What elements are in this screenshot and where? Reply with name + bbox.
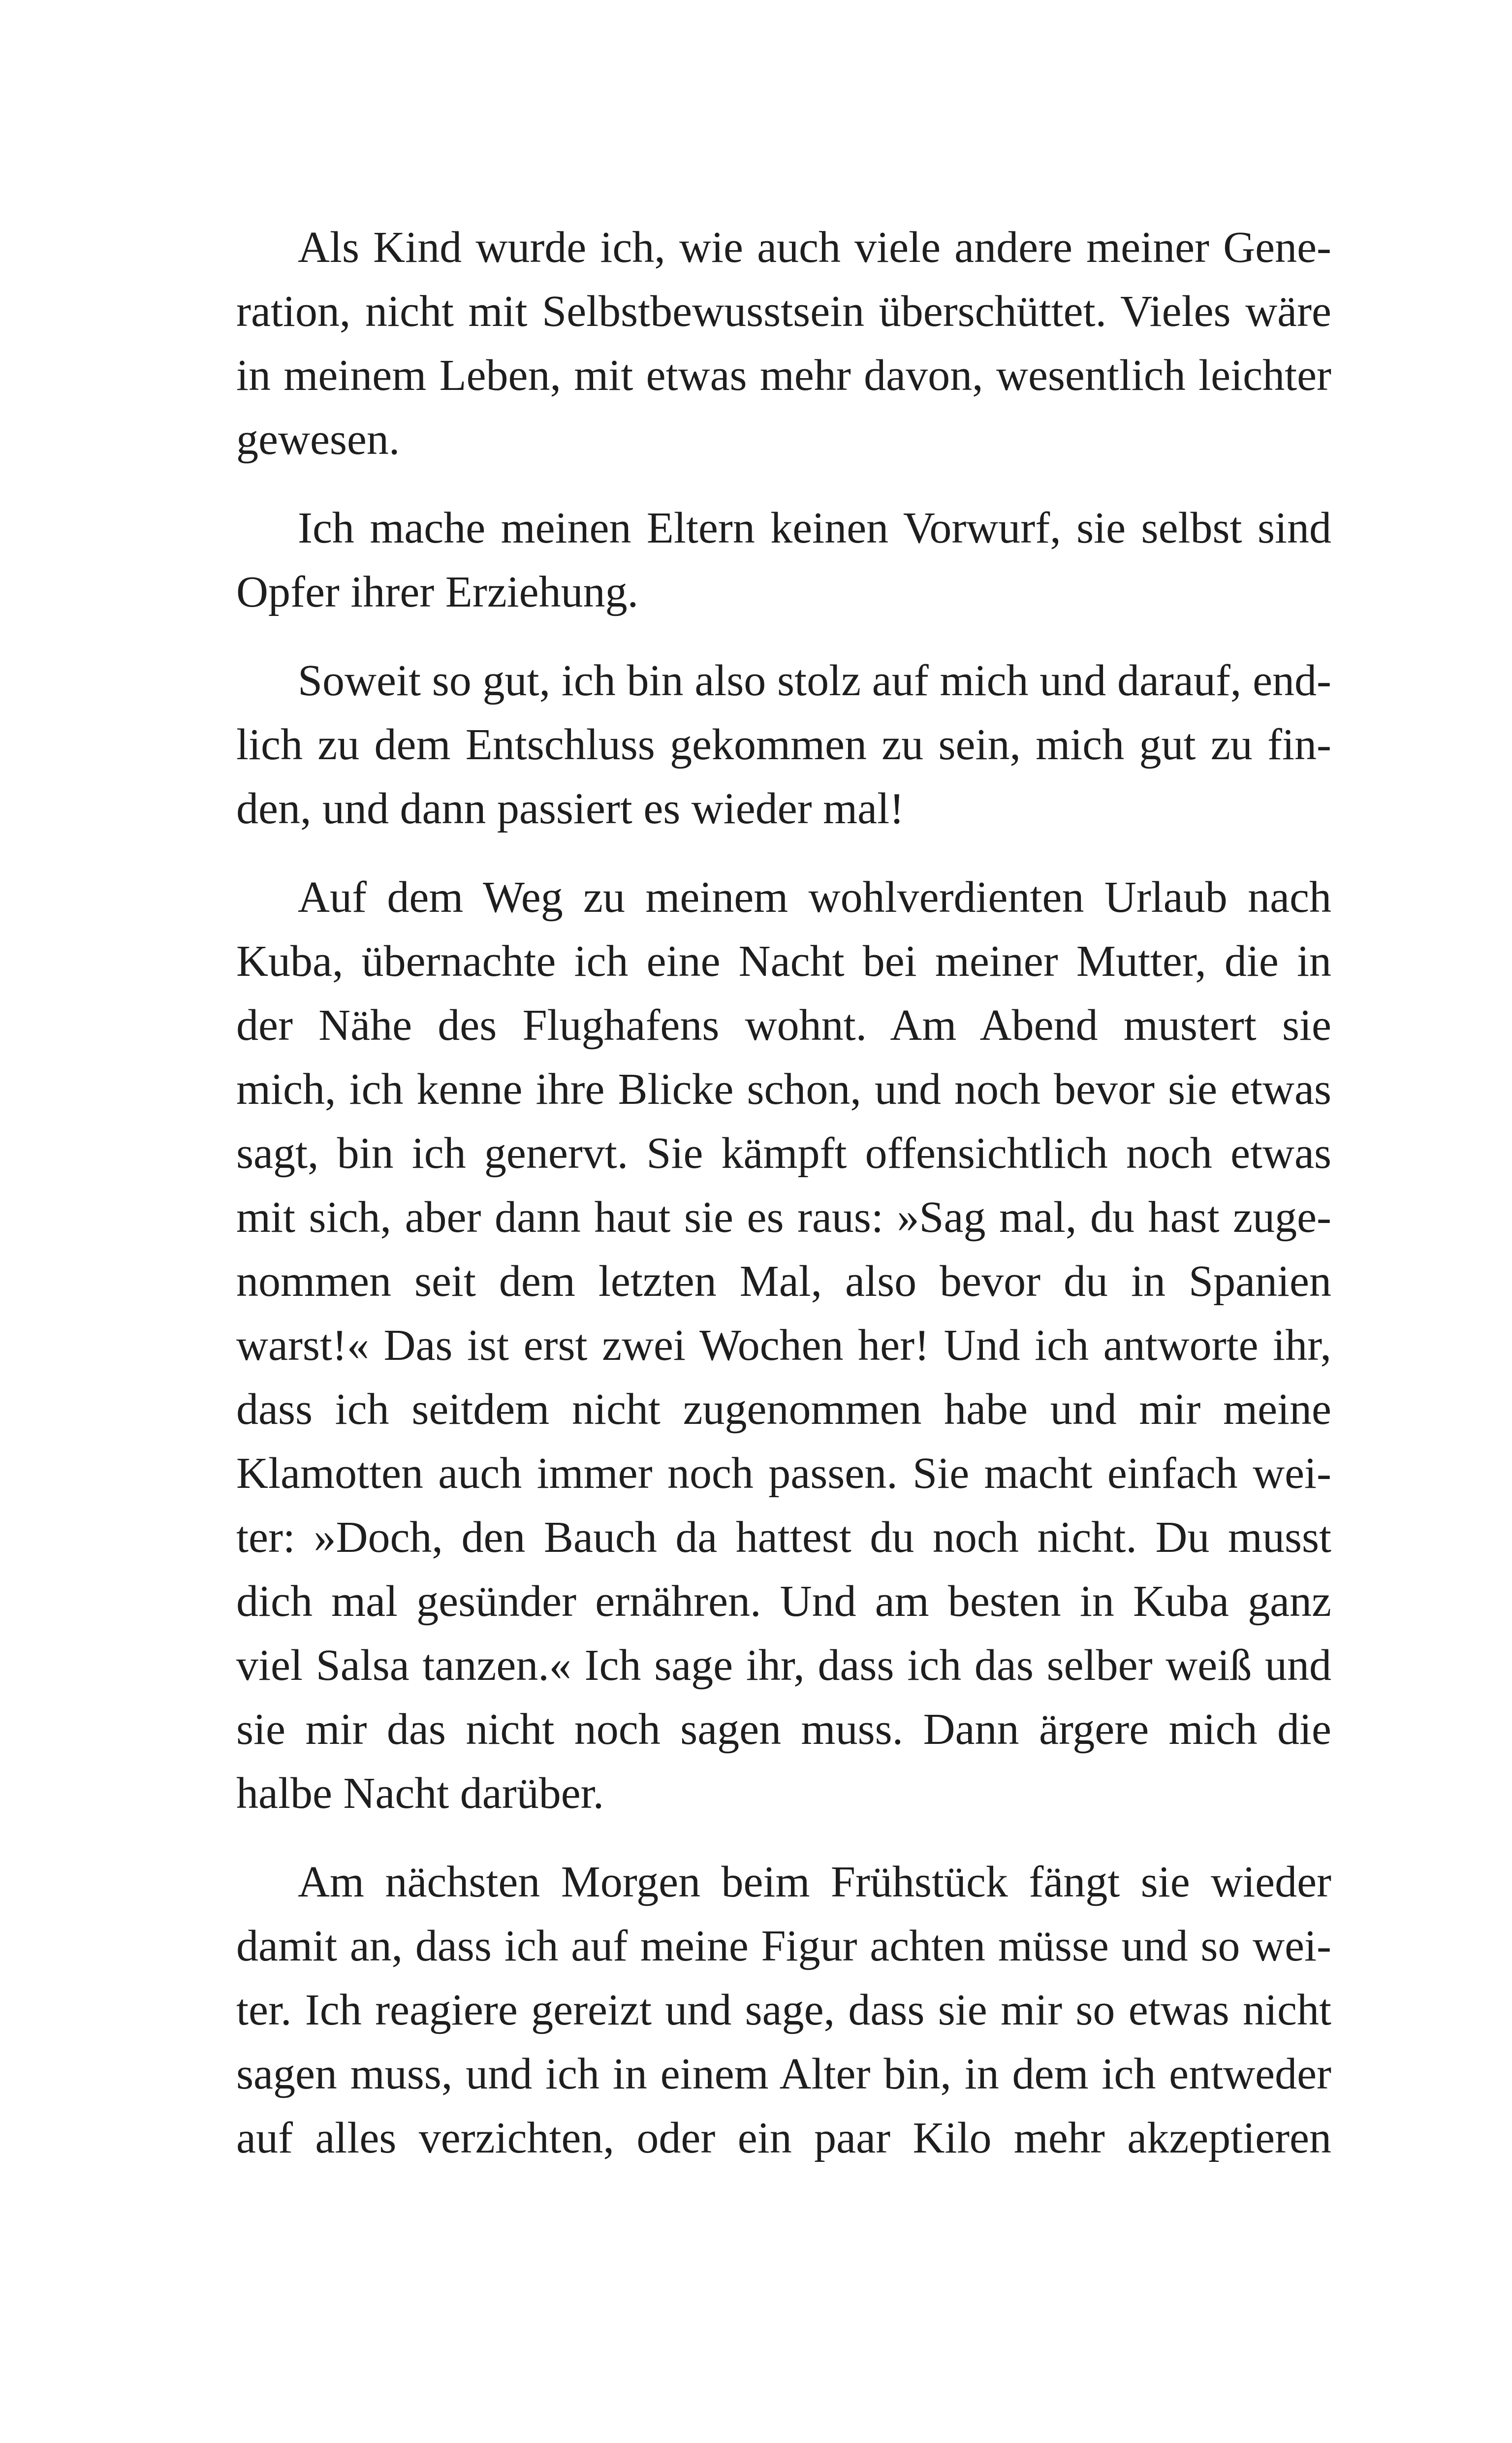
text-line: ter. Ich reagiere gereizt und sage, dass sie mir so etwas nicht (236, 1986, 1331, 2034)
text-line: Auf dem Weg zu meinem wohlverdienten Urlaub nach (298, 873, 1331, 922)
text-line: mit sich, aber dann haut sie es raus: »Sag mal, du hast zuge- (236, 1193, 1331, 1242)
text-line: der Nähe des Flughafens wohnt. Am Abend mustert sie (236, 1001, 1331, 1050)
text-line: den, und dann passiert es wieder mal! (236, 784, 905, 833)
text-line: viel Salsa tanzen.« Ich sage ihr, dass ich das selber weiß und (236, 1641, 1331, 1690)
text-line: warst!« Das ist erst zwei Wochen her! Und ich antworte ihr, (236, 1321, 1331, 1370)
text-line: in meinem Leben, mit etwas mehr davon, wesentlich leichter (236, 351, 1331, 400)
text-line: Klamotten auch immer noch passen. Sie macht einfach wei- (236, 1449, 1331, 1498)
text-line: dass ich seitdem nicht zugenommen habe und mir meine (236, 1385, 1331, 1434)
text-line: halbe Nacht darüber. (236, 1769, 604, 1818)
text-line: ter: »Doch, den Bauch da hattest du noch nicht. Du musst (236, 1513, 1331, 1562)
text-line: Als Kind wurde ich, wie auch viele andere meiner Gene- (298, 223, 1331, 272)
paragraph-5 (175, 1850, 1331, 2170)
text-line: sie mir das nicht noch sagen muss. Dann ärgere mich die (236, 1705, 1331, 1754)
body-text (175, 216, 1331, 2170)
text-line: Opfer ihrer Erziehung. (236, 568, 639, 616)
text-line: Kuba, übernachte ich eine Nacht bei meiner Mutter, die in (236, 937, 1331, 986)
paragraph-4 (175, 866, 1331, 1826)
paragraph-1 (175, 216, 1331, 472)
text-line: ration, nicht mit Selbstbewusstsein überschüttet. Vieles wäre (236, 287, 1331, 336)
text-line: Soweit so gut, ich bin also stolz auf mich und darauf, end- (298, 656, 1331, 705)
text-line: dich mal gesünder ernähren. Und am besten in Kuba ganz (236, 1577, 1331, 1626)
paragraph-3 (175, 649, 1331, 841)
text-line: auf alles verzichten, oder ein paar Kilo mehr akzeptieren (236, 2114, 1331, 2162)
text-line: nommen seit dem letzten Mal, also bevor du in Spanien (236, 1257, 1331, 1306)
text-line: lich zu dem Entschluss gekommen zu sein, mich gut zu fin- (236, 720, 1331, 769)
paragraph-2 (175, 496, 1331, 624)
text-line: sagen muss, und ich in einem Alter bin, in dem ich entweder (236, 2050, 1331, 2098)
text-line: gewesen. (236, 415, 400, 464)
text-line: damit an, dass ich auf meine Figur achten müsse und so wei- (236, 1922, 1331, 1970)
text-line: sagt, bin ich genervt. Sie kämpft offensichtlich noch etwas (236, 1129, 1331, 1178)
text-line: mich, ich kenne ihre Blicke schon, und noch bevor sie etwas (236, 1065, 1331, 1114)
text-line: Am nächsten Morgen beim Frühstück fängt sie wieder (298, 1858, 1331, 1906)
text-line: Ich mache meinen Eltern keinen Vorwurf, sie selbst sind (298, 504, 1331, 552)
